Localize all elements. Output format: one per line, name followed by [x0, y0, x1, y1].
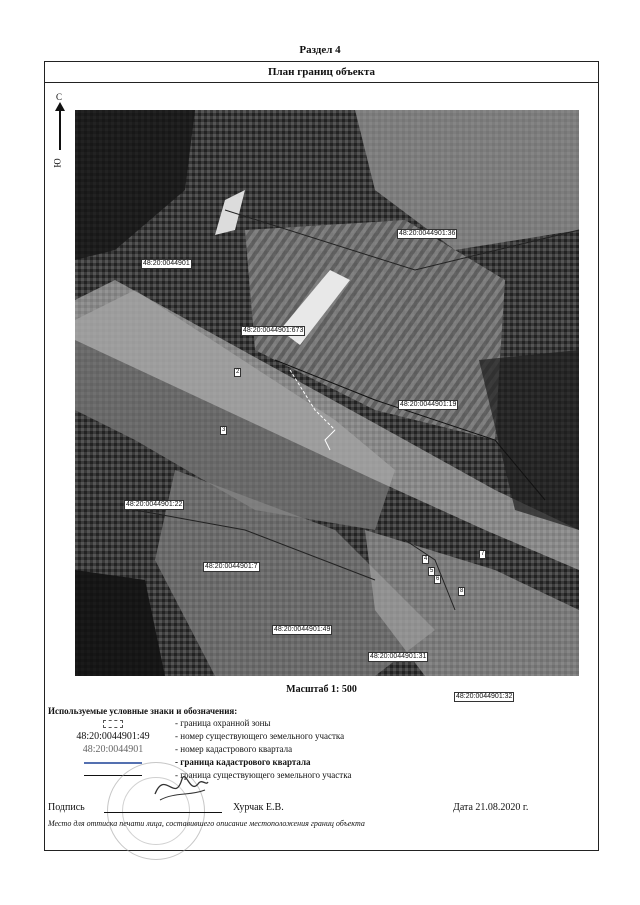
- parcel-label: 48:20:0044901:32: [456, 693, 513, 700]
- boundary-point: 6: [436, 576, 440, 582]
- compass-north: С: [56, 92, 63, 102]
- legend-row: - граница охранной зоны: [45, 718, 598, 730]
- boundary-point: 2: [236, 369, 240, 375]
- signer-name: Хурчак Е.В.: [233, 802, 284, 813]
- protection-zone-symbol: [103, 720, 123, 728]
- quarter-number-example: 48:20:0044901: [82, 744, 144, 755]
- boundary-point: 5: [430, 568, 434, 574]
- legend-row: - граница кадастрового квартала: [45, 757, 598, 769]
- signature-line: [104, 812, 222, 813]
- parcel-label: 48:20:0044901:19: [400, 401, 457, 408]
- parcel-label: 48:20:0044901:673: [243, 327, 304, 334]
- boundary-point: 7: [481, 551, 485, 557]
- parcel-label: 48:20:0044901:49: [274, 626, 331, 633]
- quarter-boundary-symbol: [84, 762, 142, 764]
- parcel-label: 48:20:0044901:7: [205, 563, 258, 570]
- legend-row: - граница существующего земельного участка: [45, 770, 598, 782]
- compass-south: Ю: [52, 158, 63, 168]
- boundary-point: 3: [222, 427, 226, 433]
- stamp-note: Место для оттиска печати лица, составившего описание местоположения границ объекта: [48, 819, 365, 828]
- boundary-point: 8: [460, 588, 464, 594]
- compass-arrow-icon: [52, 92, 70, 172]
- parcel-label: 48:20:0044901:31: [370, 653, 427, 660]
- scale-label: Масштаб 1: 500: [286, 684, 357, 695]
- legend-row: 48:20:0044901 - номер кадастрового квартала: [45, 744, 598, 756]
- section-heading: Раздел 4: [299, 44, 341, 56]
- plan-title: План границ объекта: [45, 62, 598, 83]
- boundary-point: 4: [424, 556, 428, 562]
- parcel-label: 48:20:0044901:36: [399, 230, 456, 237]
- legend-title: Используемые условные знаки и обозначения:: [48, 706, 238, 716]
- signature-label: Подпись: [48, 802, 85, 813]
- signature-mark: [150, 764, 210, 808]
- plan-frame: [44, 61, 599, 851]
- document-date: Дата 21.08.2020 г.: [453, 802, 529, 813]
- parcel-label: 48:20:0044901:22: [126, 501, 183, 508]
- legend-row: 48:20:0044901:49 - номер существующего земельного участка: [45, 731, 598, 743]
- parcel-label: 48:20:0044901: [143, 260, 190, 267]
- parcel-number-example: 48:20:0044901:49: [76, 731, 150, 742]
